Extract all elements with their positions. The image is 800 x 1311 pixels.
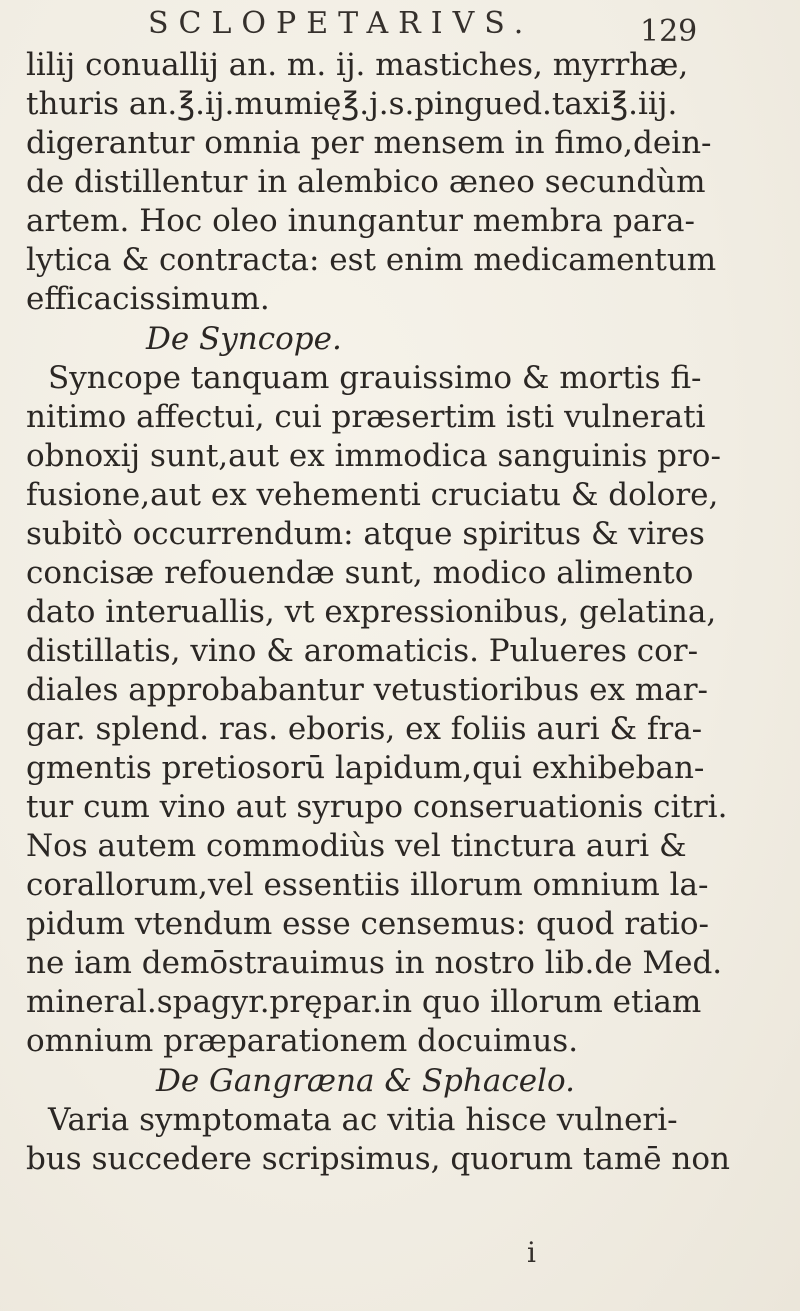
text-line: de distillentur in alembico æneo secundùm bbox=[26, 164, 706, 200]
text-line: thuris an.℥.ij.mumię℥.j.s.pingued.taxi℥.iij. bbox=[26, 86, 678, 122]
text-line: concisæ refouendæ sunt, modico alimento bbox=[26, 555, 694, 591]
text-line: Varia symptomata ac vitia hisce vulneri- bbox=[48, 1102, 678, 1138]
text-line: tur cum vino aut syrupo conseruationis citri. bbox=[26, 789, 728, 825]
text-line: lilij conuallij an. m. ij. mastiches, myrrhæ, bbox=[26, 47, 689, 83]
text-line: digerantur omnia per mensem in fimo,dein- bbox=[26, 125, 712, 161]
text-line: Nos autem commodiùs vel tinctura auri & bbox=[26, 828, 687, 864]
text-line: pidum vtendum esse censemus: quod ratio- bbox=[26, 906, 709, 942]
text-line: efficacissimum. bbox=[26, 281, 270, 317]
text-line: gmentis pretiosorū lapidum,qui exhibeban- bbox=[26, 750, 705, 786]
recipe-paragraph bbox=[26, 46, 717, 319]
text-line: omnium præparationem docuimus. bbox=[26, 1023, 579, 1059]
signature-mark: i bbox=[527, 1236, 536, 1269]
section-heading-syncope: De Syncope. bbox=[146, 321, 342, 357]
text-line: subitò occurrendum: atque spiritus & vires bbox=[26, 516, 705, 552]
page-number: 129 bbox=[640, 14, 698, 49]
text-line: nitimo affectui, cui præsertim isti vulnerati bbox=[26, 399, 706, 435]
text-line: ne iam demōstrauimus in nostro lib.de Med. bbox=[26, 945, 723, 981]
page-body bbox=[26, 46, 731, 1179]
running-head: SCLOPETARIVS. bbox=[148, 6, 534, 41]
text-line: dato interuallis, vt expressionibus, gelatina, bbox=[26, 594, 717, 630]
text-line: corallorum,vel essentiis illorum omnium la- bbox=[26, 867, 709, 903]
text-line: Syncope tanquam grauissimo & mortis fi- bbox=[48, 360, 702, 396]
text-line: mineral.spagyr.prępar.in quo illorum etiam bbox=[26, 984, 702, 1020]
text-line: gar. splend. ras. eboris, ex foliis auri & fra- bbox=[26, 711, 703, 747]
gangraena-paragraph bbox=[26, 1101, 731, 1179]
text-line: fusione,aut ex vehementi cruciatu & dolore, bbox=[26, 477, 719, 513]
text-line: obnoxij sunt,aut ex immodica sanguinis pro- bbox=[26, 438, 721, 474]
text-line: artem. Hoc oleo inungantur membra para- bbox=[26, 203, 695, 239]
syncope-paragraph bbox=[26, 359, 728, 1061]
text-line: lytica & contracta: est enim medicamentum bbox=[26, 242, 717, 278]
section-heading-gangraena: De Gangræna & Sphacelo. bbox=[156, 1063, 575, 1099]
text-line: diales approbabantur vetustioribus ex mar- bbox=[26, 672, 709, 708]
text-line: bus succedere scripsimus, quorum tamē non bbox=[26, 1141, 731, 1177]
text-line: distillatis, vino & aromaticis. Pulueres cor- bbox=[26, 633, 699, 669]
